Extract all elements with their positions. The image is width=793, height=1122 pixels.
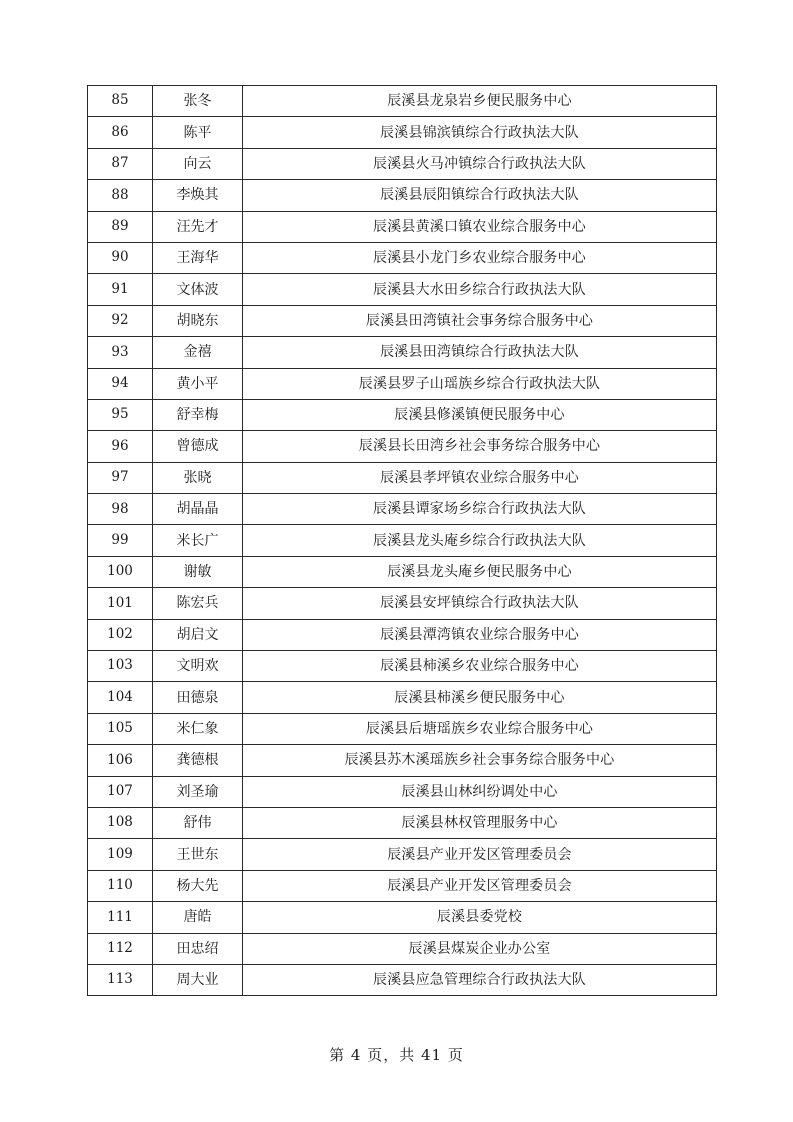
row-number-cell: 86: [88, 117, 153, 148]
work-unit-cell: 辰溪县山林纠纷调处中心: [243, 776, 717, 807]
person-name-cell: 田忠绍: [153, 933, 243, 964]
row-number-cell: 112: [88, 933, 153, 964]
person-name-cell: 张冬: [153, 86, 243, 117]
work-unit-cell: 辰溪县辰阳镇综合行政执法大队: [243, 180, 717, 211]
table-row: [88, 86, 717, 117]
table-row: [88, 117, 717, 148]
work-unit-cell: 辰溪县龙泉岩乡便民服务中心: [243, 86, 717, 117]
person-name-cell: 张晓: [153, 462, 243, 493]
table-row: [88, 211, 717, 242]
work-unit-cell: 辰溪县田湾镇综合行政执法大队: [243, 337, 717, 368]
table-row: [88, 682, 717, 713]
person-name-cell: 龚德根: [153, 745, 243, 776]
person-name-cell: 胡晶晶: [153, 494, 243, 525]
work-unit-cell: 辰溪县长田湾乡社会事务综合服务中心: [243, 431, 717, 462]
row-number-cell: 103: [88, 651, 153, 682]
table-row: [88, 148, 717, 179]
person-name-cell: 王海华: [153, 242, 243, 273]
table-row: [88, 588, 717, 619]
person-name-cell: 曾德成: [153, 431, 243, 462]
row-number-cell: 100: [88, 556, 153, 587]
person-name-cell: 杨大先: [153, 870, 243, 901]
row-number-cell: 106: [88, 745, 153, 776]
table-row: [88, 556, 717, 587]
work-unit-cell: 辰溪县修溪镇便民服务中心: [243, 399, 717, 430]
work-unit-cell: 辰溪县应急管理综合行政执法大队: [243, 964, 717, 995]
row-number-cell: 88: [88, 180, 153, 211]
work-unit-cell: 辰溪县潭湾镇农业综合服务中心: [243, 619, 717, 650]
person-name-cell: 文明欢: [153, 651, 243, 682]
row-number-cell: 91: [88, 274, 153, 305]
person-name-cell: 李焕其: [153, 180, 243, 211]
table-row: [88, 745, 717, 776]
person-name-cell: 舒幸梅: [153, 399, 243, 430]
table-row: [88, 902, 717, 933]
personnel-table-body: [88, 86, 717, 996]
row-number-cell: 104: [88, 682, 153, 713]
page-footer: [0, 1044, 793, 1065]
person-name-cell: 金禧: [153, 337, 243, 368]
work-unit-cell: 辰溪县安坪镇综合行政执法大队: [243, 588, 717, 619]
table-row: [88, 180, 717, 211]
row-number-cell: 113: [88, 964, 153, 995]
row-number-cell: 108: [88, 807, 153, 838]
person-name-cell: 王世东: [153, 839, 243, 870]
work-unit-cell: 辰溪县龙头庵乡综合行政执法大队: [243, 525, 717, 556]
person-name-cell: 陈宏兵: [153, 588, 243, 619]
table-row: [88, 242, 717, 273]
table-row: [88, 776, 717, 807]
work-unit-cell: 辰溪县煤炭企业办公室: [243, 933, 717, 964]
table-row: [88, 337, 717, 368]
person-name-cell: 米长广: [153, 525, 243, 556]
row-number-cell: 94: [88, 368, 153, 399]
row-number-cell: 96: [88, 431, 153, 462]
person-name-cell: 唐皓: [153, 902, 243, 933]
table-row: [88, 305, 717, 336]
table-row: [88, 839, 717, 870]
row-number-cell: 93: [88, 337, 153, 368]
table-row: [88, 713, 717, 744]
row-number-cell: 99: [88, 525, 153, 556]
table-row: [88, 964, 717, 995]
work-unit-cell: 辰溪县小龙门乡农业综合服务中心: [243, 242, 717, 273]
row-number-cell: 87: [88, 148, 153, 179]
table-row: [88, 525, 717, 556]
work-unit-cell: 辰溪县林权管理服务中心: [243, 807, 717, 838]
row-number-cell: 110: [88, 870, 153, 901]
page-number-label: 第 4 页，共 41 页: [329, 1046, 464, 1064]
work-unit-cell: 辰溪县谭家场乡综合行政执法大队: [243, 494, 717, 525]
row-number-cell: 101: [88, 588, 153, 619]
table-row: [88, 431, 717, 462]
row-number-cell: 105: [88, 713, 153, 744]
table-row: [88, 368, 717, 399]
table-row: [88, 494, 717, 525]
row-number-cell: 111: [88, 902, 153, 933]
row-number-cell: 95: [88, 399, 153, 430]
person-name-cell: 舒伟: [153, 807, 243, 838]
work-unit-cell: 辰溪县产业开发区管理委员会: [243, 870, 717, 901]
person-name-cell: 刘圣瑜: [153, 776, 243, 807]
person-name-cell: 胡启文: [153, 619, 243, 650]
person-name-cell: 田德泉: [153, 682, 243, 713]
work-unit-cell: 辰溪县产业开发区管理委员会: [243, 839, 717, 870]
row-number-cell: 85: [88, 86, 153, 117]
table-row: [88, 807, 717, 838]
work-unit-cell: 辰溪县田湾镇社会事务综合服务中心: [243, 305, 717, 336]
work-unit-cell: 辰溪县柿溪乡农业综合服务中心: [243, 651, 717, 682]
work-unit-cell: 辰溪县罗子山瑶族乡综合行政执法大队: [243, 368, 717, 399]
work-unit-cell: 辰溪县孝坪镇农业综合服务中心: [243, 462, 717, 493]
person-name-cell: 向云: [153, 148, 243, 179]
work-unit-cell: 辰溪县黄溪口镇农业综合服务中心: [243, 211, 717, 242]
person-name-cell: 黄小平: [153, 368, 243, 399]
row-number-cell: 98: [88, 494, 153, 525]
table-row: [88, 933, 717, 964]
table-row: [88, 462, 717, 493]
row-number-cell: 107: [88, 776, 153, 807]
work-unit-cell: 辰溪县柿溪乡便民服务中心: [243, 682, 717, 713]
table-row: [88, 870, 717, 901]
person-name-cell: 文体波: [153, 274, 243, 305]
work-unit-cell: 辰溪县锦滨镇综合行政执法大队: [243, 117, 717, 148]
work-unit-cell: 辰溪县苏木溪瑶族乡社会事务综合服务中心: [243, 745, 717, 776]
person-name-cell: 胡晓东: [153, 305, 243, 336]
personnel-table: [87, 85, 717, 996]
work-unit-cell: 辰溪县龙头庵乡便民服务中心: [243, 556, 717, 587]
work-unit-cell: 辰溪县后塘瑶族乡农业综合服务中心: [243, 713, 717, 744]
person-name-cell: 谢敏: [153, 556, 243, 587]
work-unit-cell: 辰溪县大水田乡综合行政执法大队: [243, 274, 717, 305]
person-name-cell: 汪先才: [153, 211, 243, 242]
person-name-cell: 米仁象: [153, 713, 243, 744]
row-number-cell: 97: [88, 462, 153, 493]
table-row: [88, 651, 717, 682]
row-number-cell: 90: [88, 242, 153, 273]
table-row: [88, 274, 717, 305]
table-row: [88, 619, 717, 650]
row-number-cell: 102: [88, 619, 153, 650]
table-row: [88, 399, 717, 430]
work-unit-cell: 辰溪县委党校: [243, 902, 717, 933]
work-unit-cell: 辰溪县火马冲镇综合行政执法大队: [243, 148, 717, 179]
person-name-cell: 陈平: [153, 117, 243, 148]
row-number-cell: 89: [88, 211, 153, 242]
row-number-cell: 92: [88, 305, 153, 336]
person-name-cell: 周大业: [153, 964, 243, 995]
row-number-cell: 109: [88, 839, 153, 870]
